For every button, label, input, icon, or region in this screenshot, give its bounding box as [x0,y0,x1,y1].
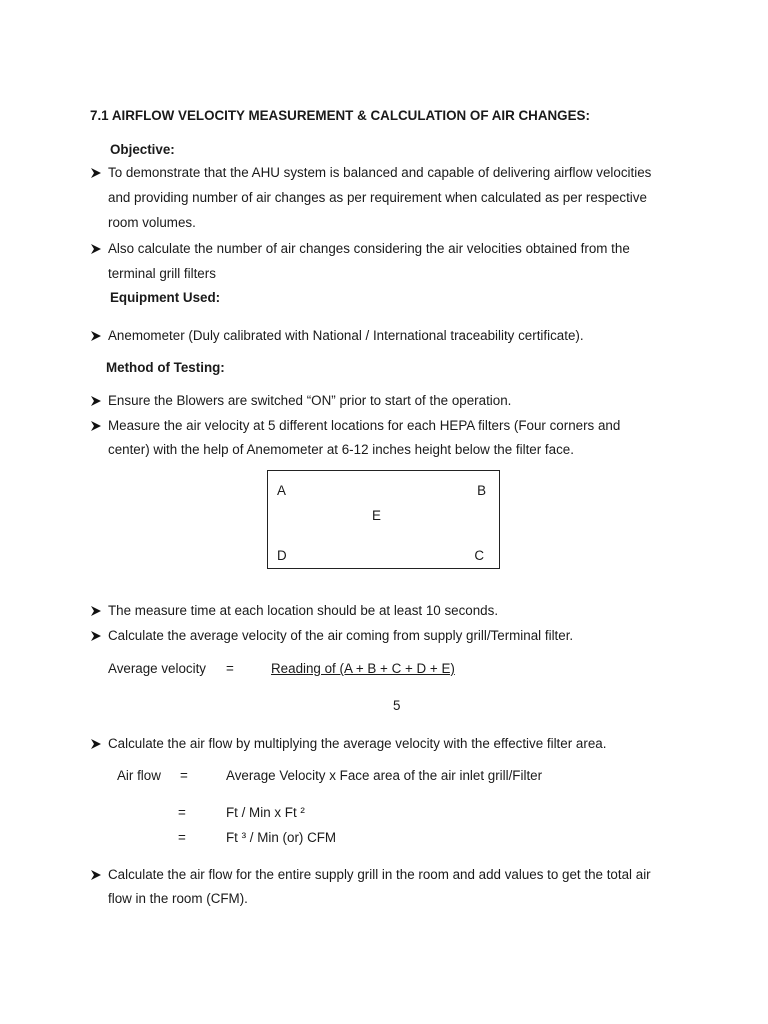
section-title: 7.1 AIRFLOW VELOCITY MEASUREMENT & CALCULATION OF AIR CHANGES: [90,108,590,123]
objective-bullet-2-line-2: terminal grill filters [108,266,216,281]
airflow-line-1: Average Velocity x Face area of the air inlet grill/Filter [226,768,543,783]
method-bullet-2-line-2: center) with the help of Anemometer at 6-12 inches height below the filter face. [108,442,574,457]
method-bullet-6-line-1: Calculate the air flow for the entire supply grill in the room and add values to get the total air [108,867,651,882]
airflow-label: Air flow [117,768,161,783]
airflow-line-3: Ft ³ / Min (or) CFM [226,830,337,845]
objective-heading: Objective: [110,142,175,157]
method-bullet-1: Ensure the Blowers are switched “ON” prior to start of the operation. [108,393,512,408]
airflow-equals-1: = [180,768,188,783]
avg-velocity-label: Average velocity [108,661,207,676]
method-bullet-4: Calculate the average velocity of the air coming from supply grill/Terminal filter. [108,628,574,643]
bullet-arrow-icon [90,738,102,750]
bullet-arrow-icon [90,869,102,881]
diagram-label-e: E [372,508,381,523]
airflow-equals-3: = [178,830,186,845]
objective-bullet-2-line-1: Also calculate the number of air changes considering the air velocities obtained from the [108,241,630,256]
bullet-arrow-icon [90,630,102,642]
airflow-line-2: Ft / Min x Ft ² [226,805,305,820]
avg-velocity-equals: = [226,661,234,676]
method-bullet-5: Calculate the air flow by multiplying the average velocity with the effective filter area. [108,736,607,751]
bullet-arrow-icon [90,420,102,432]
method-bullet-6-line-2: flow in the room (CFM). [108,891,248,906]
bullet-arrow-icon [90,167,102,179]
diagram-label-a: A [277,483,286,498]
method-bullet-3: The measure time at each location should be at least 10 seconds. [108,603,499,618]
bullet-arrow-icon [90,605,102,617]
bullet-arrow-icon [90,243,102,255]
bullet-arrow-icon [90,330,102,342]
bullet-arrow-icon [90,395,102,407]
objective-bullet-1-line-1: To demonstrate that the AHU system is balanced and capable of delivering airflow velocities [108,165,652,180]
avg-velocity-numerator: Reading of (A + B + C + D + E) [271,661,455,676]
equipment-heading: Equipment Used: [110,290,221,305]
diagram-label-b: B [477,483,486,498]
filter-location-diagram [267,470,500,569]
diagram-label-c: C [474,548,484,563]
diagram-label-d: D [277,548,287,563]
method-bullet-2-line-1: Measure the air velocity at 5 different locations for each HEPA filters (Four corners and [108,418,621,433]
objective-bullet-1-line-2: and providing number of air changes as per requirement when calculated as per respective [108,190,647,205]
equipment-bullet-1: Anemometer (Duly calibrated with National / International traceability certificate). [108,328,584,343]
objective-bullet-1-line-3: room volumes. [108,215,196,230]
avg-velocity-denominator: 5 [393,698,401,713]
airflow-equals-2: = [178,805,186,820]
method-heading: Method of Testing: [106,360,225,375]
